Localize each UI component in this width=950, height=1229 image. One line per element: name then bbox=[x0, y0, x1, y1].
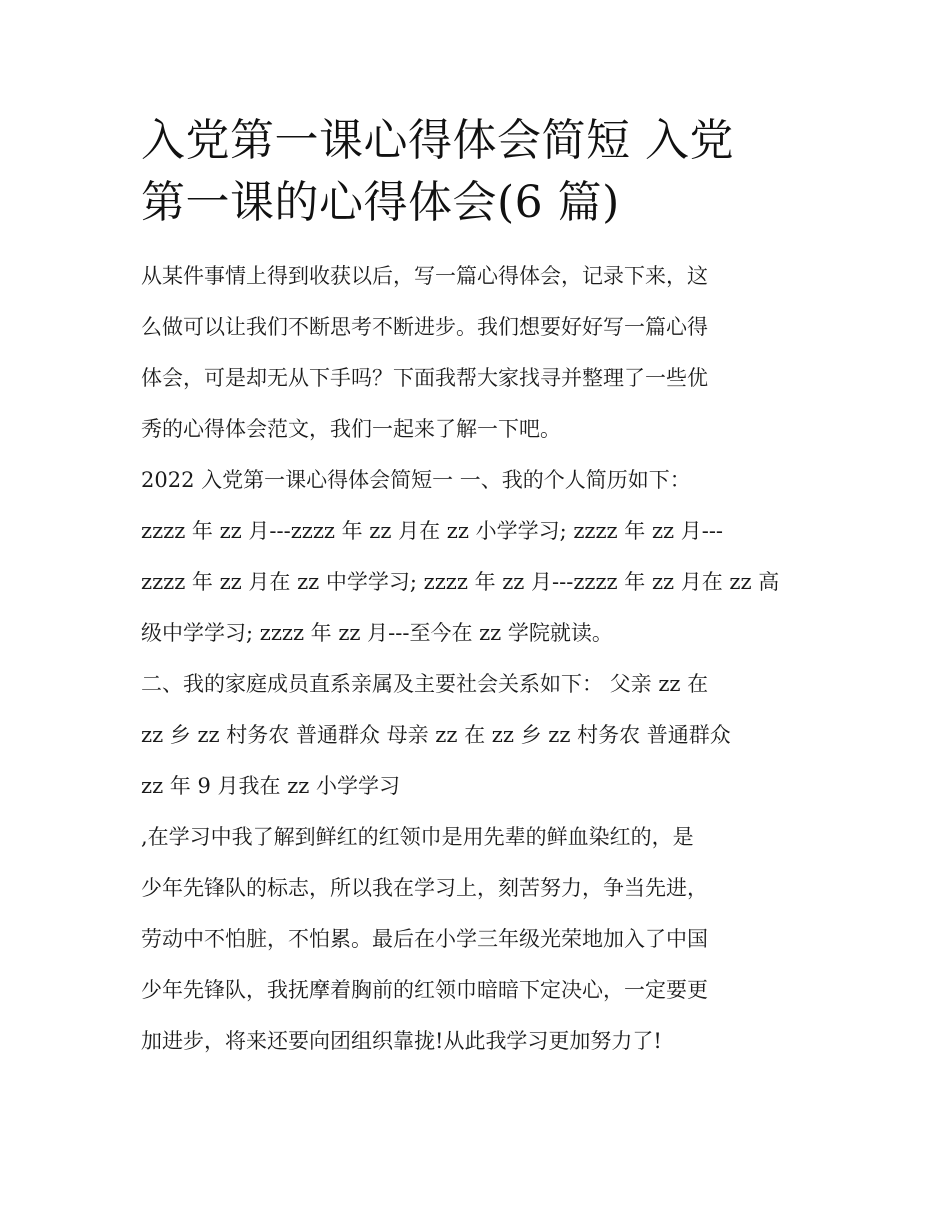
body-line: zz 年 9 月我在 zz 小学学习 bbox=[141, 774, 400, 798]
document-body bbox=[141, 251, 821, 1067]
title-line: 入党第一课心得体会简短 入党 bbox=[141, 115, 734, 166]
body-line: zzzz 年 zz 月---zzzz 年 zz 月在 zz 小学学习; zzzz 年 zz 月--- bbox=[141, 519, 724, 543]
body-line: zz 乡 zz 村务农 普通群众 母亲 zz 在 zz 乡 zz 村务农 普通群众 bbox=[141, 723, 731, 747]
body-line: 少年先锋队，我抚摩着胸前的红领巾暗暗下定决心，一定要更 bbox=[141, 978, 708, 1002]
body-line: zzzz 年 zz 月在 zz 中学学习; zzzz 年 zz 月---zzzz 年 zz 月在 zz 高 bbox=[141, 570, 780, 594]
body-line: 秀的心得体会范文，我们一起来了解一下吧。 bbox=[141, 417, 561, 441]
body-line: 2022 入党第一课心得体会简短一 一、我的个人简历如下： bbox=[141, 468, 691, 492]
body-line: 么做可以让我们不断思考不断进步。我们想要好好写一篇心得 bbox=[141, 315, 708, 339]
document-page bbox=[141, 110, 821, 1067]
body-line: 二、我的家庭成员直系亲属及主要社会关系如下： 父亲 zz 在 bbox=[141, 672, 709, 696]
body-line: 少年先锋队的标志，所以我在学习上，刻苦努力，争当先进， bbox=[141, 876, 708, 900]
body-line: 级中学学习; zzzz 年 zz 月---至今在 zz 学院就读。 bbox=[141, 621, 613, 645]
document-title bbox=[141, 110, 821, 234]
body-line: 加进步，将来还要向团组织靠拢!从此我学习更加努力了! bbox=[141, 1029, 662, 1053]
body-line: 从某件事情上得到收获以后，写一篇心得体会，记录下来，这 bbox=[141, 264, 708, 288]
body-line: 体会，可是却无从下手吗？下面我帮大家找寻并整理了一些优 bbox=[141, 366, 708, 390]
title-line: 第一课的心得体会(6 篇) bbox=[141, 177, 620, 228]
body-line: ,在学习中我了解到鲜红的红领巾是用先辈的鲜血染红的，是 bbox=[141, 825, 694, 849]
body-line: 劳动中不怕脏，不怕累。最后在小学三年级光荣地加入了中国 bbox=[141, 927, 708, 951]
